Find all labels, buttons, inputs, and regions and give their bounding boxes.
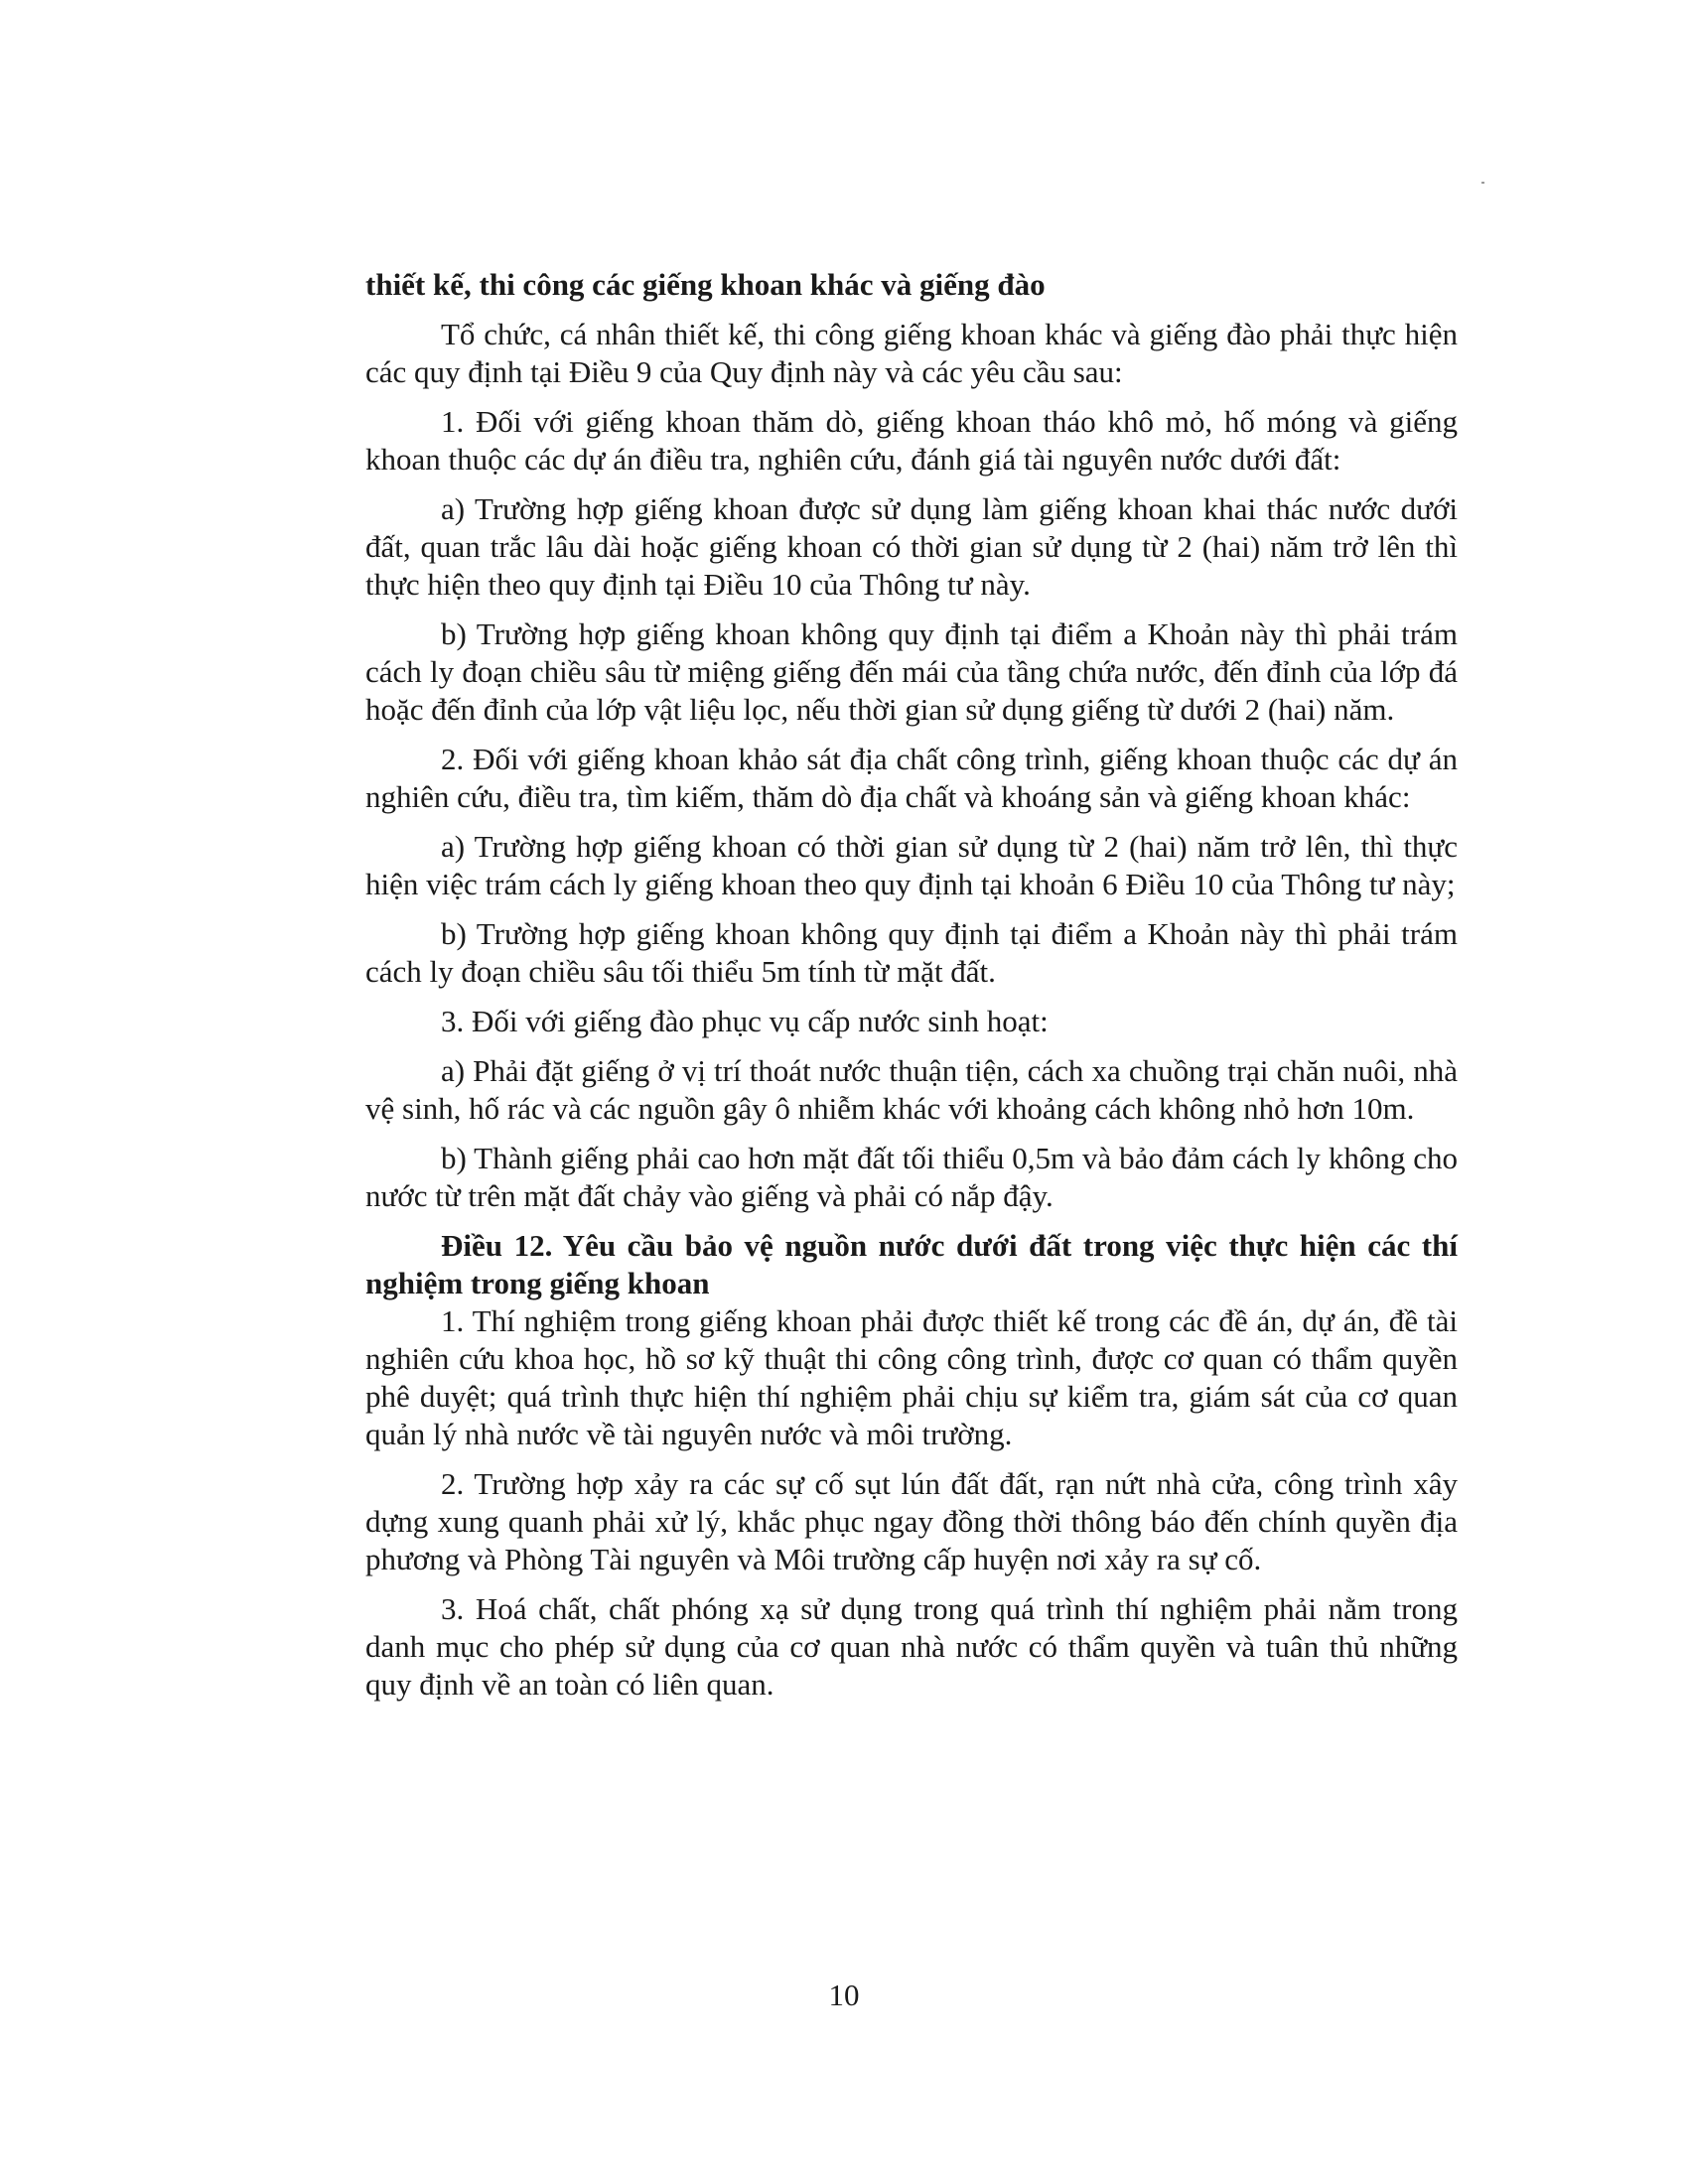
article-heading-continuation: thiết kế, thi công các giếng khoan khác và giếng đào xyxy=(365,267,1046,302)
clause-3-point-a: a) Phải đặt giếng ở vị trí thoát nước thuận tiện, cách xa chuồng trại chăn nuôi, nhà vệ sinh, hố rác và các nguồn gây ô nhiễm khác với khoảng cách không nhỏ hơn 10m. xyxy=(365,1053,1458,1126)
paragraph: Tổ chức, cá nhân thiết kế, thi công giếng khoan khác và giếng đào phải thực hiện các quy định tại Điều 9 của Quy định này và các yêu cầu sau: xyxy=(365,317,1458,389)
scan-speck xyxy=(1481,182,1484,184)
clause-3: 3. Đối với giếng đào phục vụ cấp nước sinh hoạt: xyxy=(441,1004,1049,1038)
clause-3-point-b: b) Thành giếng phải cao hơn mặt đất tối thiểu 0,5m và bảo đảm cách ly không cho nước từ trên mặt đất chảy vào giếng và phải có nắp đậy. xyxy=(365,1141,1458,1213)
clause-1-point-a: a) Trường hợp giếng khoan được sử dụng làm giếng khoan khai thác nước dưới đất, quan trắc lâu dài hoặc giếng khoan có thời gian sử dụng từ 2 (hai) năm trở lên thì thực hiện theo quy định tại Điều 10 của Thông tư này. xyxy=(365,491,1458,602)
clause-2-point-b: b) Trường hợp giếng khoan không quy định tại điểm a Khoản này thì phải trám cách ly đoạn chiều sâu tối thiểu 5m tính từ mặt đất. xyxy=(365,916,1458,989)
article-12-clause-2: 2. Trường hợp xảy ra các sự cố sụt lún đất đất, rạn nứt nhà cửa, công trình xây dựng xung quanh phải xử lý, khắc phục ngay đồng thời thông báo đến chính quyền địa phương và Phòng Tài nguyên và Môi trường cấp huyện nơi xảy ra sự cố. xyxy=(365,1466,1458,1576)
clause-2-point-a: a) Trường hợp giếng khoan có thời gian sử dụng từ 2 (hai) năm trở lên, thì thực hiện việc trám cách ly giếng khoan theo quy định tại khoản 6 Điều 10 của Thông tư này; xyxy=(365,829,1458,901)
article-12-clause-1: 1. Thí nghiệm trong giếng khoan phải được thiết kế trong các đề án, dự án, đề tài nghiên cứu khoa học, hồ sơ kỹ thuật thi công công trình, được cơ quan có thẩm quyền phê duyệt; quá trình thực hiện thí nghiệm phải chịu sự kiểm tra, giám sát của cơ quan quản lý nhà nước về tài nguyên nước và môi trường. xyxy=(365,1303,1458,1451)
document-body xyxy=(365,266,1458,1704)
page-number: 10 xyxy=(828,1978,860,2012)
clause-1: 1. Đối với giếng khoan thăm dò, giếng khoan tháo khô mỏ, hố móng và giếng khoan thuộc các dự án điều tra, nghiên cứu, đánh giá tài nguyên nước dưới đất: xyxy=(365,404,1458,477)
article-12-clause-3: 3. Hoá chất, chất phóng xạ sử dụng trong quá trình thí nghiệm phải nằm trong danh mục cho phép sử dụng của cơ quan nhà nước có thẩm quyền và tuân thủ những quy định về an toàn có liên quan. xyxy=(365,1591,1458,1702)
clause-1-point-b: b) Trường hợp giếng khoan không quy định tại điểm a Khoản này thì phải trám cách ly đoạn chiều sâu từ miệng giếng đến mái của tầng chứa nước, đến đỉnh của lớp đá hoặc đến đỉnh của lớp vật liệu lọc, nếu thời gian sử dụng giếng từ dưới 2 (hai) năm. xyxy=(365,616,1458,727)
article-12-heading: Điều 12. Yêu cầu bảo vệ nguồn nước dưới đất trong việc thực hiện các thí nghiệm trong giếng khoan xyxy=(365,1228,1458,1300)
clause-2: 2. Đối với giếng khoan khảo sát địa chất công trình, giếng khoan thuộc các dự án nghiên cứu, điều tra, tìm kiếm, thăm dò địa chất và khoáng sản và giếng khoan khác: xyxy=(365,742,1458,814)
